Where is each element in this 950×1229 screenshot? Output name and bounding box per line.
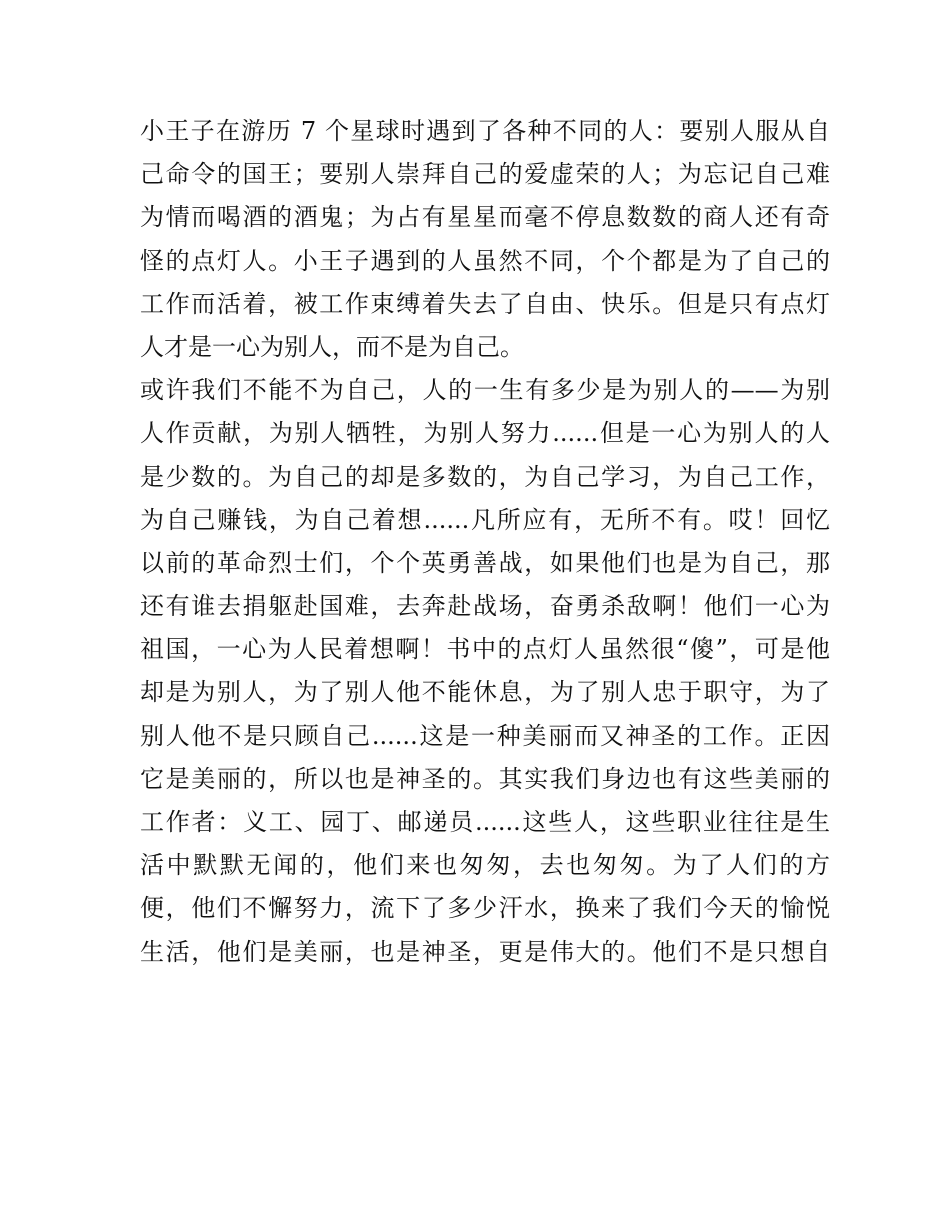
document-body: [140, 110, 830, 974]
text-line: 活中默默无闻的，他们来也匆匆，去也匆匆。为了人们的方: [140, 851, 830, 880]
text-line: 工作者：义工、园丁、邮递员......这些人，这些职业往往是生: [140, 808, 830, 836]
text-line: 为自己赚钱，为自己着想......凡所应有，无所不有。哎！回忆: [140, 505, 830, 534]
text-line: 却是为别人，为了别人他不能休息，为了别人忠于职守，为了: [140, 678, 830, 707]
text-line: 人作贡献，为别人牺牲，为别人努力......但是一心为别人的人: [140, 419, 830, 448]
text-line: 小王子在游历 7 个星球时遇到了各种不同的人：要别人服从自: [140, 117, 830, 145]
text-line: 怪的点灯人。小王子遇到的人虽然不同，个个都是为了自己的: [140, 246, 830, 275]
text-line: 工作而活着，被工作束缚着失去了自由、快乐。但是只有点灯: [140, 289, 830, 318]
text-line: 己命令的国王；要别人崇拜自己的爱虚荣的人；为忘记自己难: [140, 160, 830, 189]
text-line: 以前的革命烈士们，个个英勇善战，如果他们也是为自己，那: [140, 548, 830, 577]
text-line: 或许我们不能不为自己，人的一生有多少是为别人的——为别: [140, 376, 830, 405]
text-line: 还有谁去捐躯赴国难，去奔赴战场，奋勇杀敌啊！他们一心为: [140, 592, 830, 621]
text-line: 祖国，一心为人民着想啊！书中的点灯人虽然很“傻”，可是他: [140, 635, 830, 664]
paragraph-1: [140, 110, 830, 369]
text-line: 是少数的。为自己的却是多数的，为自己学习，为自己工作，: [140, 462, 830, 491]
text-line: 它是美丽的，所以也是神圣的。其实我们身边也有这些美丽的: [140, 764, 830, 793]
text-line: 别人他不是只顾自己......这是一种美丽而又神圣的工作。正因: [140, 721, 830, 750]
paragraph-2: [140, 369, 830, 974]
text-line: 为情而喝酒的酒鬼；为占有星星而毫不停息数数的商人还有奇: [140, 203, 830, 232]
text-line: 便，他们不懈努力，流下了多少汗水，换来了我们今天的愉悦: [140, 894, 830, 923]
text-line: 生活，他们是美丽，也是神圣，更是伟大的。他们不是只想自: [140, 937, 830, 966]
text-line: 人才是一心为别人，而不是为自己。: [140, 332, 524, 361]
